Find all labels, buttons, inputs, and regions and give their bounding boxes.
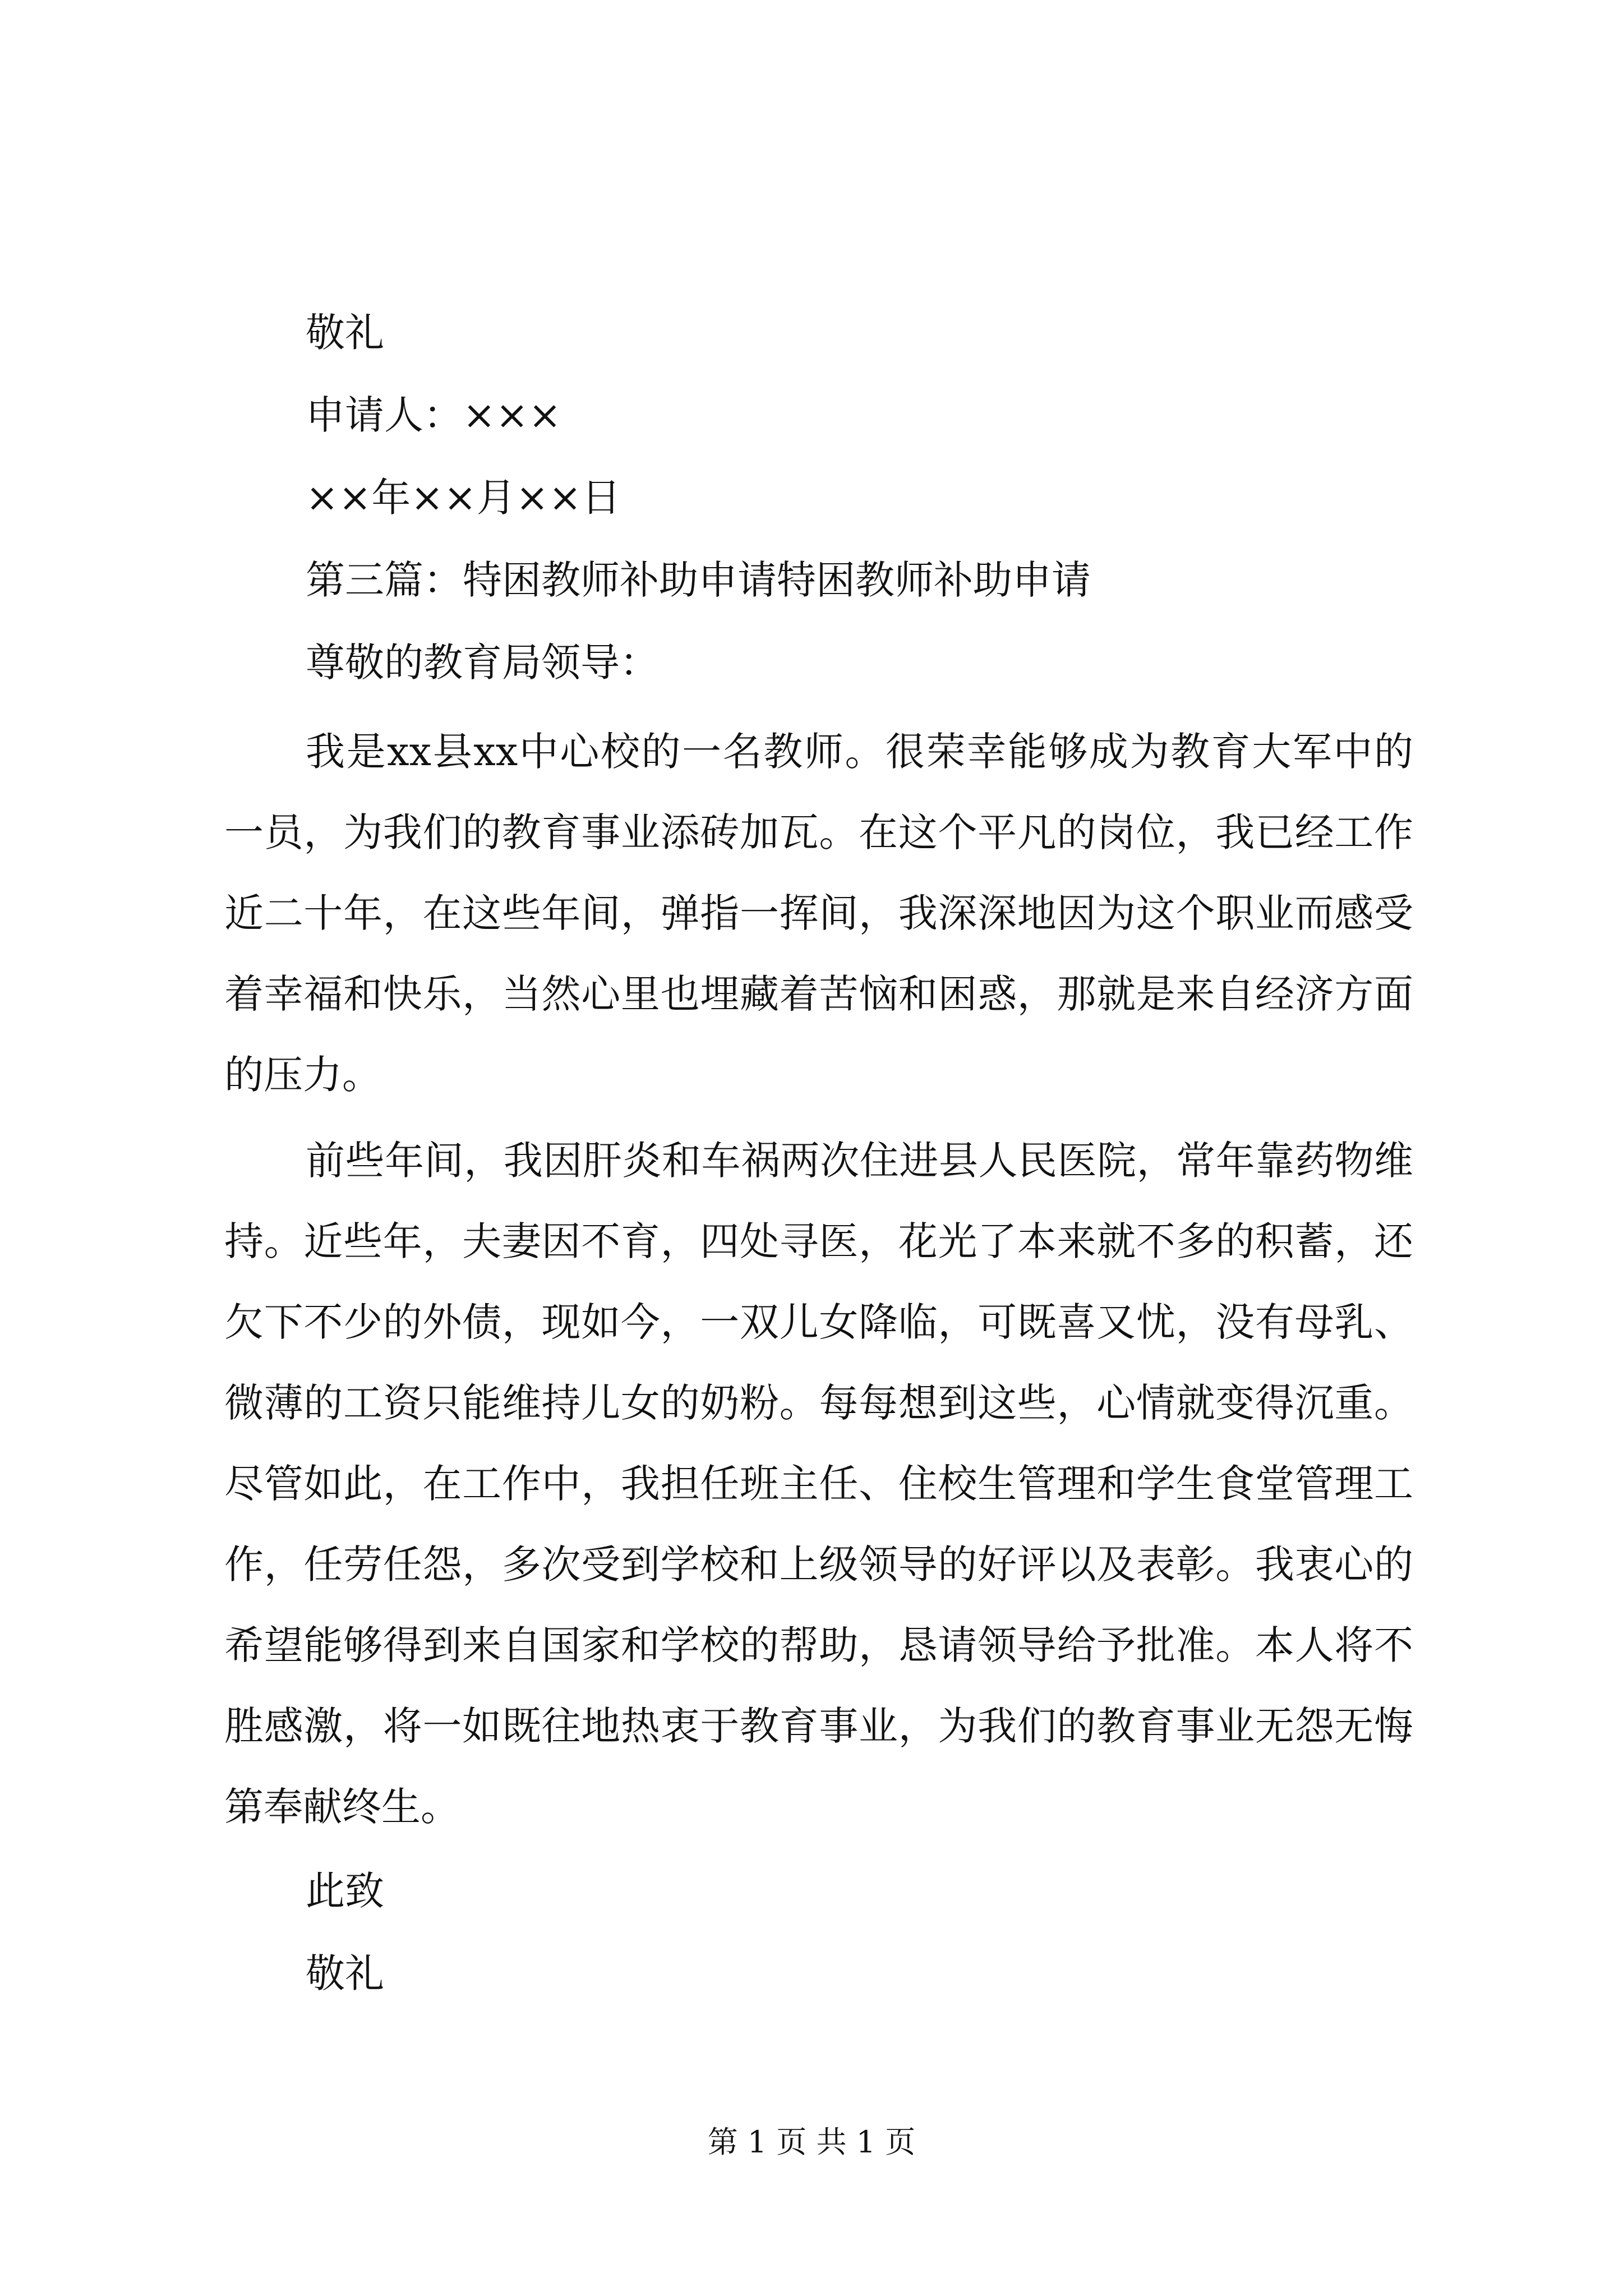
closing-cizhi: 此致	[306, 1868, 384, 1914]
applicant-line: 申请人：×××	[306, 392, 561, 438]
closing-salute: 敬礼	[306, 310, 384, 356]
section-title: 第三篇：特困教师补助申请特困教师补助申请	[306, 557, 1091, 603]
salutation: 尊敬的教育局领导：	[306, 639, 659, 685]
page-footer: 第 1 页 共 1 页	[707, 2124, 916, 2160]
closing-jingli: 敬礼	[306, 1950, 384, 1996]
date-line: ××年××月××日	[306, 475, 621, 521]
body-paragraph-1: 我是xx县xx中心校的一名教师。很荣幸能够成为教育大军中的一员，为我们的教育事业添砖加瓦。在这个平凡的岗位，我已经工作近二十年，在这些年间，弹指一挥间，我深深地因为这个职业而感受着幸福和快乐，当然心里也埋藏着苦恼和困惑，那就是来自经济方面的压力。	[224, 729, 1413, 1098]
body-paragraph-2: 前些年间，我因肝炎和车祸两次住进县人民医院，常年靠药物维持。近些年，夫妻因不育，四处寻医，花光了本来就不多的积蓄，还欠下不少的外债，现如今，一双儿女降临，可既喜又忧，没有母乳、微薄的工资只能维持儿女的奶粉。每每想到这些，心情就变得沉重。尽管如此，在工作中，我担任班主任、住校生管理和学生食堂管理工作，任劳任怨，多次受到学校和上级领导的好评以及表彰。我衷心的希望能够得到来自国家和学校的帮助，恳请领导给予批准。本人将不胜感激，将一如既往地热衷于教育事业，为我们的教育事业无怨无悔第奉献终生。	[224, 1138, 1413, 1830]
